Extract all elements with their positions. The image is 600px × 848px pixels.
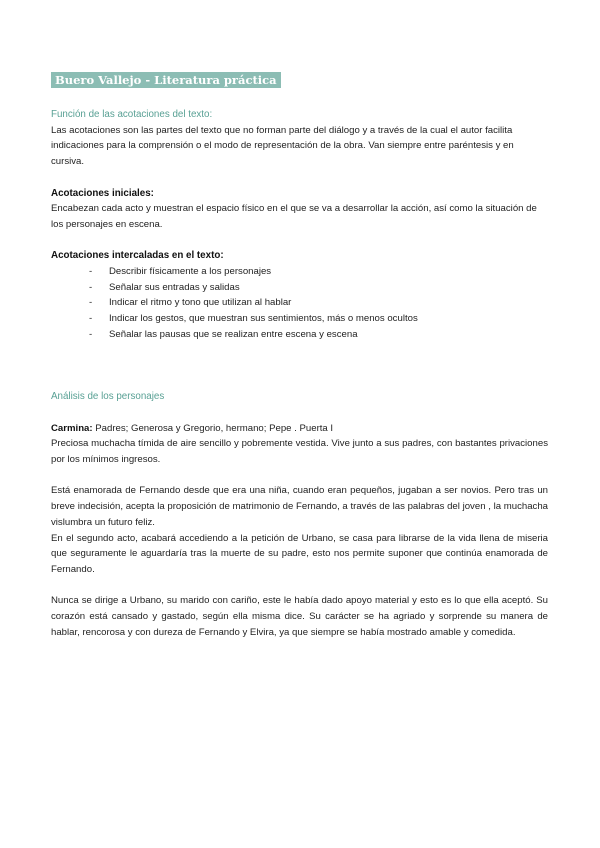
list-item: [51, 311, 548, 327]
dash-bullet: -: [89, 297, 93, 309]
list-item-text: Describir físicamente a los personajes: [109, 266, 272, 277]
list-item: [51, 295, 548, 311]
function-line-1: Las acotaciones son las partes del texto que no forman parte del diálogo y a través de la cual el autor facilita: [51, 124, 513, 136]
interleaved-list: [51, 264, 548, 343]
analysis-paragraph-2: Está enamorada de Fernando desde que era una niña, cuando eran pequeños, jugaban a ser novios. Pero tras un breve indecisión, acepta la proposición de matrimonio de Fernando, a través de las palabras del joven , la muchacha vislumbra un futuro feliz.: [51, 485, 548, 528]
list-item: [51, 264, 548, 280]
list-item-text: Indicar el ritmo y tono que utilizan al hablar: [109, 297, 292, 309]
dash-bullet: -: [89, 313, 93, 325]
character-name: Carmina:: [51, 422, 93, 434]
heading-function: Función de las acotaciones del texto:: [51, 109, 213, 120]
list-item: [51, 280, 548, 296]
analysis-paragraph-1: Preciosa muchacha tímida de aire sencillo y pobremente vestida. Vive junto a sus padres, con bastantes privaciones por los mínimos ingresos.: [51, 438, 548, 465]
initial-line-2: los personajes en escena.: [51, 218, 163, 230]
list-item-text: Señalar las pausas que se realizan entre escena y escena: [109, 328, 358, 340]
heading-analysis: Análisis de los personajes: [51, 391, 165, 403]
document-title-badge: Buero Vallejo - Literatura práctica: [51, 72, 281, 88]
heading-initial: Acotaciones iniciales:: [51, 187, 154, 199]
analysis-paragraph-3: En el segundo acto, acabará accediendo a la petición de Urbano, se casa para librarse de la vida llena de miseria que seguramente le aguardaría tras la muerte de su padre, esto nos permite suponer que continúa enamorada de Fernando.: [51, 532, 548, 575]
initial-line-1: Encabezan cada acto y muestran el espacio físico en el que se va a desarrollar la acción, así como la situación de: [51, 203, 537, 215]
list-item-text: Indicar los gestos, que muestran sus sentimientos, más o menos ocultos: [109, 313, 418, 325]
function-line-3: cursiva.: [51, 156, 85, 168]
character-line: [51, 421, 548, 437]
dash-bullet: -: [89, 328, 93, 340]
list-item: [51, 327, 548, 343]
analysis-paragraph-4: Nunca se dirige a Urbano, su marido con cariño, este le había dado apoyo material y esto es lo que ella aceptó. Su corazón está cansado y gastado, según ella misma dice. Su carácter se ha agriado y sorprende su manera de hablar, rencorosa y con dureza de Fernando y Elvira, ya que siempre se había mostrado amable y comedida.: [51, 595, 548, 638]
function-line-2: indicaciones para la comprensión o el modo de representación de la obra. Van siempre entre paréntesis y en: [51, 140, 514, 152]
character-relations: Padres; Generosa y Gregorio, hermano; Pepe . Puerta I: [92, 422, 334, 434]
dash-bullet: -: [89, 281, 93, 293]
list-item-text: Señalar sus entradas y salidas: [109, 281, 240, 293]
document-body: [51, 107, 548, 640]
heading-interleaved: Acotaciones intercaladas en el texto:: [51, 250, 224, 262]
dash-bullet: -: [89, 266, 93, 277]
